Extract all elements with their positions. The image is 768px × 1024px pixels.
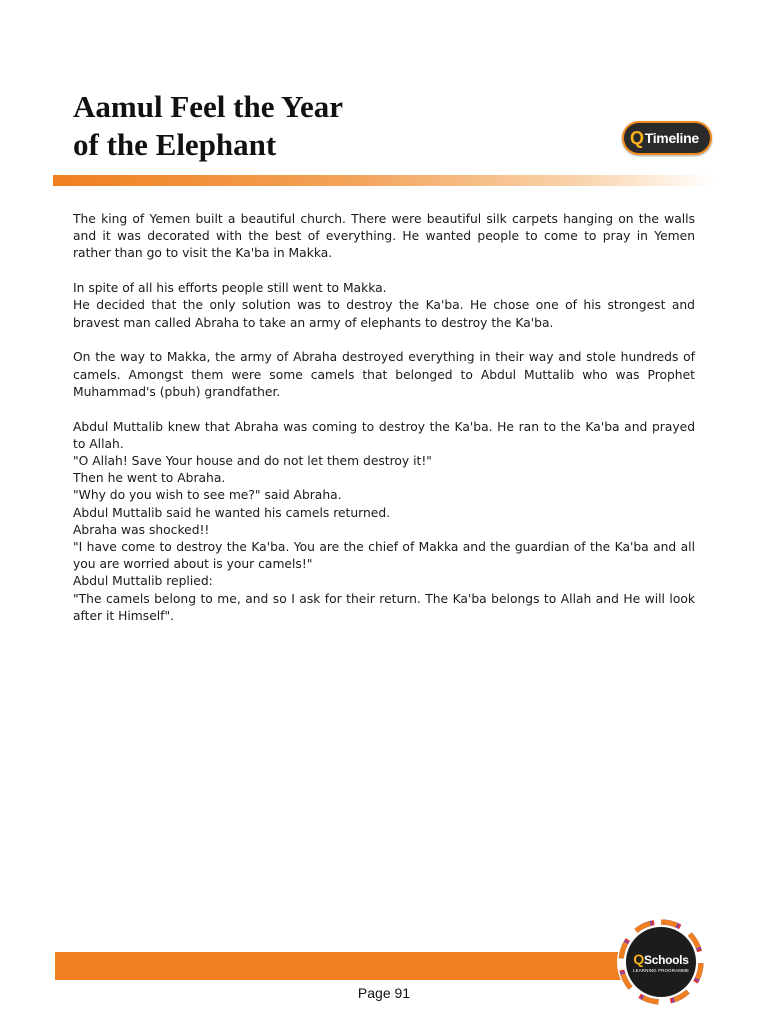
qschools-name	[633, 951, 688, 967]
title-line-2: of the Elephant	[73, 127, 277, 162]
paragraph-4-line: Abdul Muttalib knew that Abraha was coming to destroy the Ka'ba. He ran to the Ka'ba and prayed to Allah.	[73, 419, 695, 451]
qtimeline-logo-text: Timeline	[644, 130, 699, 146]
qtimeline-logo	[622, 121, 712, 155]
paragraph-1-line: The king of Yemen built a beautiful church. There were beautiful silk carpets hanging on the walls and it was decorated with the best of everything. He wanted people to come to pray in Yemen rather than go to visit the Ka'ba in Makka.	[73, 212, 695, 261]
qschools-q: Q	[633, 951, 644, 967]
paragraph-4-line: Abdul Muttalib replied:	[73, 574, 213, 589]
paragraph-4-line: "The camels belong to me, and so I ask for their return. The Ka'ba belongs to Allah and He will look after it Himself".	[73, 591, 695, 623]
story-text	[73, 211, 695, 643]
footer-bar	[55, 952, 625, 980]
paragraph-2-line: He decided that the only solution was to destroy the Ka'ba. He chose one of his strongest and bravest man called Abraha to take an army of elephants to destroy the Ka'ba.	[73, 298, 695, 330]
paragraph-3-line: On the way to Makka, the army of Abraha destroyed everything in their way and stole hundreds of camels. Amongst them were some camels that belonged to Abdul Muttalib who was Prophet Muhammad's (pbuh) grandfather.	[73, 350, 695, 399]
paragraph-2	[73, 280, 695, 332]
page-number: Page 91	[357, 985, 411, 1001]
qschools-word: Schools	[644, 953, 689, 967]
paragraph-4-line: "O Allah! Save Your house and do not let them destroy it!"	[73, 454, 432, 469]
page-title	[73, 88, 343, 164]
paragraph-4-line: Abraha was shocked!!	[73, 522, 210, 537]
paragraph-3	[73, 349, 695, 401]
paragraph-4-line: Abdul Muttalib said he wanted his camels returned.	[73, 505, 391, 520]
paragraph-4-line: "I have come to destroy the Ka'ba. You are the chief of Makka and the guardian of the Ka'ba and all you are worried about is your camels!"	[73, 540, 695, 572]
paragraph-4-line: Then he went to Abraha.	[73, 471, 226, 486]
qschools-badge	[626, 927, 696, 997]
paragraph-4-line: "Why do you wish to see me?" said Abraha.	[73, 488, 342, 503]
title-line-1: Aamul Feel the Year	[73, 89, 344, 124]
paragraph-1	[73, 211, 695, 263]
paragraph-2-line: In spite of all his efforts people still went to Makka.	[73, 281, 387, 296]
qschools-tagline: LEARNING PROGRAMME	[632, 968, 690, 973]
header-divider	[53, 175, 716, 186]
paragraph-4	[73, 419, 695, 625]
qtimeline-logo-q: Q	[630, 127, 644, 148]
qschools-logo	[617, 918, 705, 1006]
